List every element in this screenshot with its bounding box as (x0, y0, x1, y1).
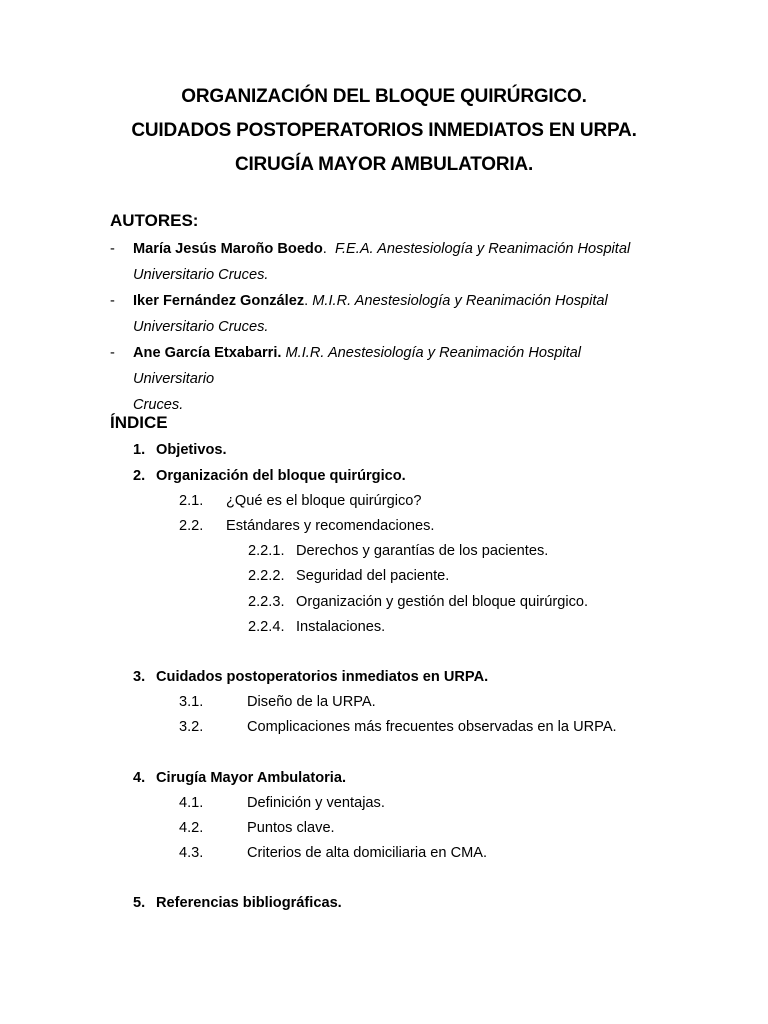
toc-label: Criterios de alta domiciliaria en CMA. (247, 845, 488, 861)
author-role-continued: Universitario Cruces. (133, 267, 269, 283)
toc-number: 4.3. (179, 845, 204, 861)
toc-number: 2.1. (179, 493, 204, 509)
authors-heading: AUTORES: (110, 211, 199, 230)
toc-label: Seguridad del paciente. (296, 568, 450, 584)
toc-number: 4.2. (179, 820, 204, 836)
toc-number: 2.2.2. (248, 568, 285, 584)
toc-number: 3.2. (179, 719, 204, 735)
toc-item[interactable] (248, 568, 449, 584)
toc-label: Referencias bibliográficas. (156, 895, 342, 911)
title-line-3: CIRUGÍA MAYOR AMBULATORIA. (234, 154, 534, 175)
toc-label: Definición y ventajas. (247, 795, 385, 811)
toc-item[interactable] (248, 619, 385, 635)
toc-number: 4.1. (179, 795, 204, 811)
toc-item[interactable] (133, 468, 406, 484)
toc-label: Objetivos. (156, 442, 227, 458)
index-heading: ÍNDICE (110, 413, 168, 432)
toc-number: 2.2.3. (248, 594, 285, 610)
toc-item[interactable] (179, 795, 385, 811)
toc-label: ¿Qué es el bloque quirúrgico? (226, 493, 422, 509)
toc-number: 4. (133, 770, 146, 786)
toc-item[interactable] (133, 442, 227, 458)
toc-number: 2. (133, 468, 146, 484)
toc-item[interactable] (179, 719, 617, 735)
toc-item[interactable] (133, 770, 346, 786)
author-name: Ane García Etxabarri. (133, 345, 282, 361)
toc-item[interactable] (248, 594, 588, 610)
toc-item[interactable] (133, 895, 342, 911)
list-dash: - (110, 345, 115, 361)
toc-label: Estándares y recomendaciones. (226, 518, 435, 534)
toc-label: Cuidados postoperatorios inmediatos en URPA. (156, 669, 489, 685)
list-dash: - (110, 293, 115, 309)
author-item (110, 340, 658, 418)
author-item (110, 236, 658, 288)
toc-item[interactable] (179, 820, 335, 836)
title-line-1: ORGANIZACIÓN DEL BLOQUE QUIRÚRGICO. (181, 86, 587, 107)
author-role: M.I.R. Anestesiología y Reanimación Hospital Universitario (133, 345, 582, 387)
toc-label: Diseño de la URPA. (247, 694, 376, 710)
toc-item[interactable] (179, 493, 422, 509)
list-dash: - (110, 241, 115, 257)
author-name: Iker Fernández González (133, 293, 305, 309)
toc-label: Puntos clave. (247, 820, 335, 836)
toc-label: Organización del bloque quirúrgico. (156, 468, 406, 484)
toc-item[interactable] (248, 543, 548, 559)
toc-item[interactable] (133, 669, 488, 685)
author-separator: . (322, 241, 327, 257)
author-role: F.E.A. Anestesiología y Reanimación Hospital (334, 241, 631, 257)
toc-label: Organización y gestión del bloque quirúrgico. (296, 594, 589, 610)
toc-label: Derechos y garantías de los pacientes. (296, 543, 549, 559)
author-name: María Jesús Maroño Boedo (133, 241, 323, 257)
author-role-continued: Cruces. (133, 397, 184, 413)
author-role-continued: Universitario Cruces. (133, 319, 269, 335)
toc-number: 3. (133, 669, 146, 685)
author-role: M.I.R. Anestesiología y Reanimación Hospital (312, 293, 608, 309)
toc-number: 5. (133, 895, 146, 911)
toc-number: 2.2.4. (248, 619, 285, 635)
toc-label: Instalaciones. (296, 619, 386, 635)
toc-item[interactable] (179, 845, 487, 861)
author-item (110, 288, 658, 340)
toc-item[interactable] (179, 518, 434, 534)
author-separator: . (304, 293, 309, 309)
toc-number: 2.2.1. (248, 543, 285, 559)
toc-number: 2.2. (179, 518, 204, 534)
toc-label: Complicaciones más frecuentes observadas en la URPA. (247, 719, 617, 735)
toc-label: Cirugía Mayor Ambulatoria. (156, 770, 347, 786)
toc-item[interactable] (179, 694, 376, 710)
toc-number: 3.1. (179, 694, 204, 710)
toc-number: 1. (133, 442, 146, 458)
title-line-2: CUIDADOS POSTOPERATORIOS INMEDIATOS EN URPA. (131, 120, 637, 141)
